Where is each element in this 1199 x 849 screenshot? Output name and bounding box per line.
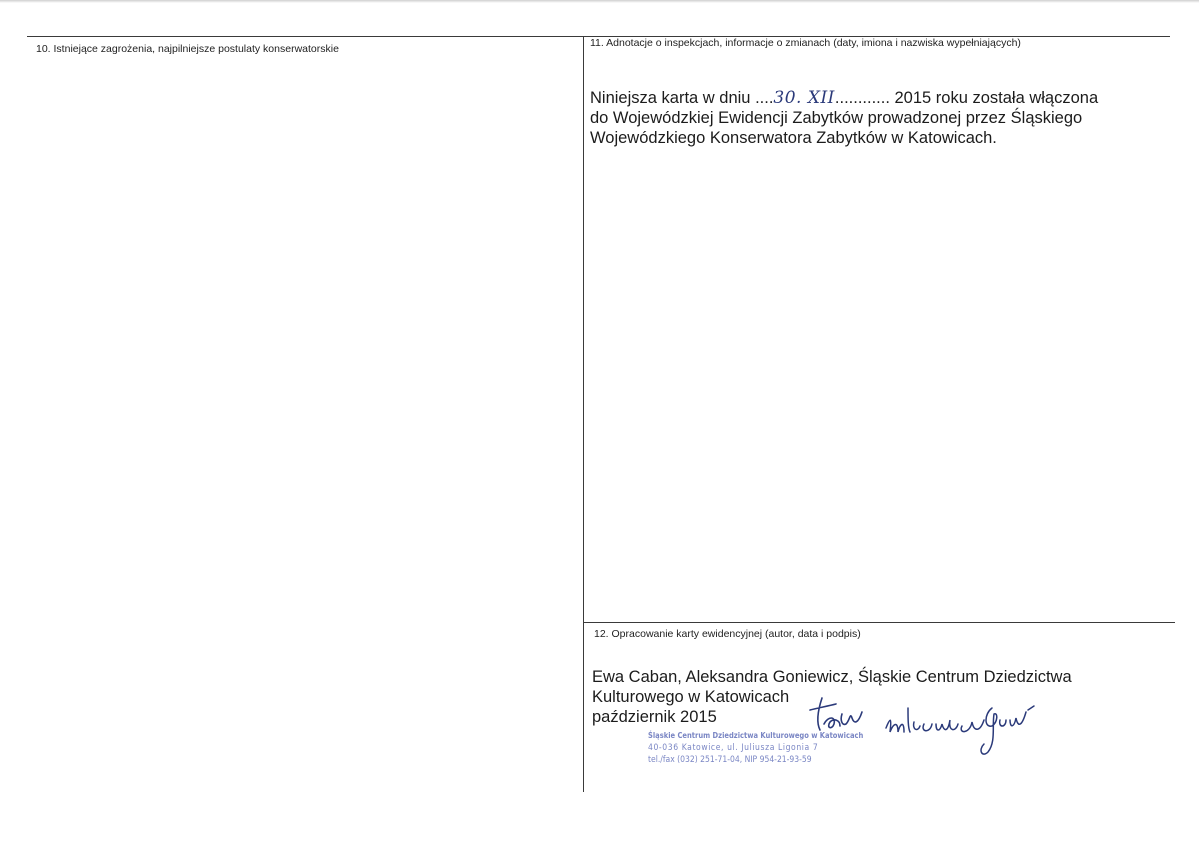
section12-rule bbox=[583, 622, 1175, 623]
stamp-line3: tel./fax (032) 251-71-04, NIP 954-21-93-59 bbox=[648, 755, 812, 765]
section10-label: 10. Istniejące zagrożenia, najpilniejsze postulaty konserwatorskie bbox=[36, 43, 339, 55]
stamp-line1: Śląskie Centrum Dziedzictwa Kulturowego w Katowicach bbox=[648, 731, 864, 740]
stamp-line2: 40-036 Katowice, ul. Juliusza Ligonia 7 bbox=[648, 743, 819, 753]
section12-label: 12. Opracowanie karty ewidencyjnej (autor, data i podpis) bbox=[594, 628, 861, 640]
section12-line2: Kulturowego w Katowicach bbox=[592, 688, 790, 706]
section11-line1 bbox=[590, 88, 1098, 108]
section11-label: 11. Adnotacje o inspekcjach, informacje o zmianach (daty, imiona i nazwiska wypełniających) bbox=[590, 37, 1021, 49]
section11-line3: Wojewódzkiego Konserwatora Zabytków w Katowicach. bbox=[590, 129, 997, 147]
section12-line3: październik 2015 bbox=[592, 708, 717, 726]
signature-caban bbox=[800, 690, 870, 738]
section11-line2: do Wojewódzkiej Ewidencji Zabytków prowadzonej przez Śląskiego bbox=[590, 109, 1083, 127]
section11-text-after: ............ 2015 roku została włączona bbox=[834, 89, 1099, 107]
signature-goniewicz bbox=[880, 698, 1040, 760]
handwritten-date: 30. XII bbox=[773, 88, 835, 108]
section11-text-before: Niniejsza karta w dniu .... bbox=[590, 89, 774, 107]
section12-line1: Ewa Caban, Aleksandra Goniewicz, Śląskie Centrum Dziedzictwa bbox=[592, 668, 1072, 686]
section11-text bbox=[590, 88, 1098, 148]
scan-edge bbox=[0, 0, 1199, 3]
column-divider bbox=[583, 36, 584, 792]
